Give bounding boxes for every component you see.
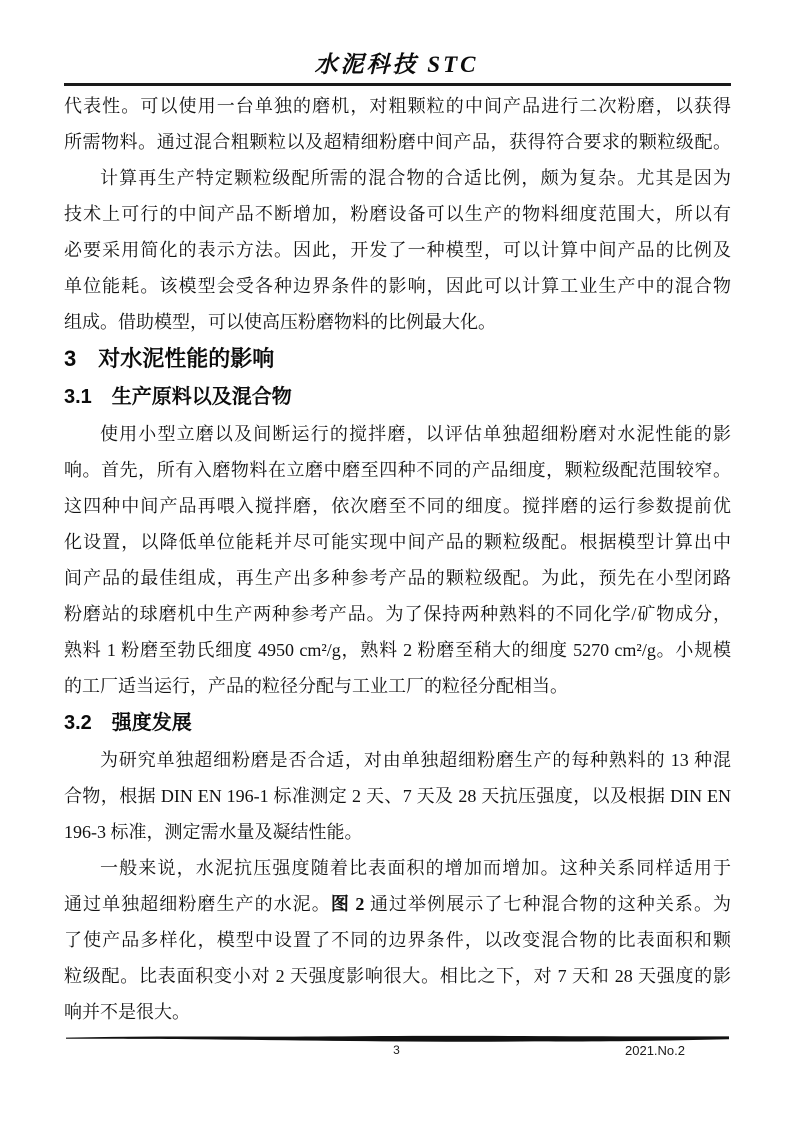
page-number: 3 [393,1043,400,1057]
body-line: 的工厂适当运行，产品的粒径分配与工业工厂的粒径分配相当。 [64,676,568,696]
heading-section-3-2: 3.2 强度发展 [64,712,192,734]
figure-reference: 图 2 [330,894,365,914]
body-line: 组成。借助模型，可以使高压粉磨物料的比例最大化。 [64,312,496,332]
body-line: 粒级配。比表面积变小对 2 天强度影响很大。相比之下，对 7 天和 28 天强度的影 [64,966,731,986]
body-line: 必要采用简化的表示方法。因此，开发了一种模型，可以计算中间产品的比例及 [64,240,731,260]
body-line: 粉磨站的球磨机中生产两种参考产品。为了保持两种熟料的不同化学/矿物成分， [64,604,731,624]
body-line: 响。首先，所有入磨物料在立磨中磨至四种不同的产品细度，颗粒级配范围较窄。 [64,460,731,480]
body-line: 合物，根据 DIN EN 196-1 标准测定 2 天、7 天及 28 天抗压强度，以及根据 DIN EN [64,786,731,806]
body-line: 使用小型立磨以及间断运行的搅拌磨，以评估单独超细粉磨对水泥性能的影 [100,424,731,444]
body-line: 计算再生产特定颗粒级配所需的混合物的合适比例，颇为复杂。尤其是因为 [100,168,731,188]
journal-title: 水泥科技 STC [314,52,479,77]
body-line: 了使产品多样化，模型中设置了不同的边界条件，以改变混合物的比表面积和颗 [64,930,731,950]
body-line: 间产品的最佳组成，再生产出多种参考产品的颗粒级配。为此，预先在小型闭路 [64,568,731,588]
body-line: 一般来说，水泥抗压强度随着比表面积的增加而增加。这种关系同样适用于 [100,858,731,878]
text-segment: 通过举例展示了七种混合物的这种关系。为 [364,894,732,914]
body-line: 代表性。可以使用一台单独的磨机，对粗颗粒的中间产品进行二次粉磨，以获得 [64,96,731,116]
document-body [64,88,731,1030]
issue-label: 2021.No.2 [625,1043,685,1058]
header-rule [64,83,731,86]
body-line: 所需物料。通过混合粗颗粒以及超精细粉磨中间产品，获得符合要求的颗粒级配。 [64,132,731,152]
journal-header [0,46,793,79]
text-segment: 通过单独超细粉磨生产的水泥。 [64,894,331,914]
body-line: 这四种中间产品再喂入搅拌磨，依次磨至不同的细度。搅拌磨的运行参数提前优 [64,496,731,516]
body-line [64,886,731,922]
body-line: 熟料 1 粉磨至勃氏细度 4950 cm²/g，熟料 2 粉磨至稍大的细度 5270 cm²/g。小规模 [64,640,731,660]
body-line: 196-3 标准，测定需水量及凝结性能。 [64,822,363,842]
body-line: 化设置，以降低单位能耗并尽可能实现中间产品的颗粒级配。根据模型计算出中 [64,532,731,552]
body-line: 技术上可行的中间产品不断增加，粉磨设备可以生产的物料细度范围大，所以有 [64,204,731,224]
body-line: 为研究单独超细粉磨是否合适，对由单独超细粉磨生产的每种熟料的 13 种混 [100,750,731,770]
heading-section-3: 3 对水泥性能的影响 [64,346,275,371]
body-line: 单位能耗。该模型会受各种边界条件的影响，因此可以计算工业生产中的混合物 [64,276,731,296]
body-line: 响并不是很大。 [64,1002,190,1022]
heading-section-3-1: 3.1 生产原料以及混合物 [64,386,292,408]
